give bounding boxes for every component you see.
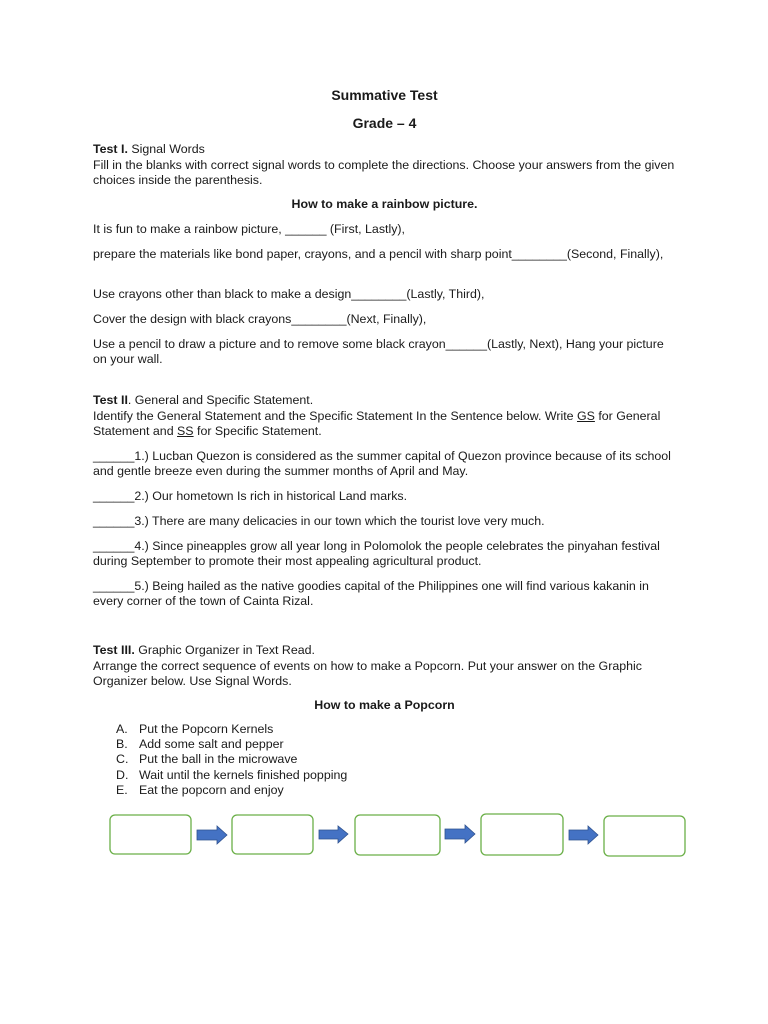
popcorn-choices-list (116, 722, 347, 798)
choice-letter: A. (116, 722, 128, 736)
organizer-box[interactable] (110, 815, 191, 854)
right-arrow-icon (197, 826, 227, 844)
choice-letter: B. (116, 737, 128, 752)
test1-instructions: Fill in the blanks with correct signal words to complete the directions. Choose your answers from the given choices inside the parenthesis. (93, 158, 675, 187)
test2-instructions-text: for General Statement and (93, 409, 661, 438)
choice-text: Add some salt and pepper (139, 737, 284, 752)
choice-letter: D. (116, 767, 129, 782)
test2-item: ______3.) There are many delicacies in our town which the tourist love very much. (93, 514, 545, 528)
choice-item (116, 752, 347, 767)
choice-item (116, 783, 347, 798)
test2-instructions-text: for Specific Statement. (193, 424, 322, 438)
page-title: Summative Test (331, 87, 438, 103)
right-arrow-icon (569, 826, 598, 844)
test2-heading (93, 393, 676, 408)
test2-item: ______4.) Since pineapples grow all year long in Polomolok the people celebrates the pinyahan festival during September to promote their most appealing agricultural product. (93, 539, 660, 568)
test2-instructions-text: Identify the General Statement and the Specific Statement In the Sentence below. Write (93, 409, 577, 423)
choice-text: Wait until the kernels finished popping (139, 767, 348, 782)
test2-instructions (93, 409, 676, 439)
test1-item: Use crayons other than black to make a design________(Lastly, Third), (93, 287, 485, 301)
test2-topic: . General and Specific Statement. (127, 393, 314, 407)
organizer-box[interactable] (481, 814, 563, 855)
test3-heading (93, 643, 676, 658)
test2-item: ______2.) Our hometown Is rich in historical Land marks. (93, 489, 408, 503)
choice-text: Put the Popcorn Kernels (139, 722, 274, 736)
test1-item: Cover the design with black crayons________(Next, Finally), (93, 312, 427, 326)
test3-section-heading: How to make a Popcorn (314, 698, 455, 712)
choice-item (116, 722, 347, 737)
organizer-box[interactable] (232, 815, 313, 854)
test1-item: Use a pencil to draw a picture and to remove some black crayon______(Lastly, Next), Hang your picture on your wall. (93, 337, 664, 366)
gs-abbrev: GS (576, 409, 595, 423)
right-arrow-icon (319, 826, 348, 843)
test1-label: Test I. (93, 142, 128, 156)
choice-text: Eat the popcorn and enjoy (139, 782, 284, 797)
test1-section-heading: How to make a rainbow picture. (291, 197, 478, 211)
choice-letter: C. (116, 752, 129, 767)
test2-label: Test II (93, 393, 128, 407)
organizer-box[interactable] (355, 815, 440, 855)
ss-abbrev: SS (177, 424, 194, 438)
test3-instructions: Arrange the correct sequence of events on how to make a Popcorn. Put your answer on the Graphic Organizer below. Use Signal Words. (93, 659, 642, 688)
grade-label: Grade – 4 (352, 115, 417, 131)
test1-item: It is fun to make a rainbow picture, ______ (First, Lastly), (93, 222, 405, 236)
test1-topic: Signal Words (127, 142, 205, 156)
test1-item: prepare the materials like bond paper, crayons, and a pencil with sharp point________(Second, Finally), (93, 247, 664, 261)
test3-topic: Graphic Organizer in Text Read. (134, 643, 315, 657)
test2-item: ______5.) Being hailed as the native goodies capital of the Philippines one will find various kakanin in every corner of the town of Cainta Rizal. (93, 579, 649, 608)
choice-text: Put the ball in the microwave (139, 752, 298, 767)
right-arrow-icon (445, 825, 475, 843)
choice-item (116, 768, 347, 783)
choice-item (116, 737, 347, 752)
choice-letter: E. (116, 782, 128, 797)
test3-label: Test III. (93, 643, 135, 657)
test2-item: ______1.) Lucban Quezon is considered as the summer capital of Quezon province because of its school and gentle breeze even during the summer months of April and May. (93, 449, 671, 478)
test1-heading (93, 142, 676, 157)
organizer-box[interactable] (604, 816, 685, 856)
